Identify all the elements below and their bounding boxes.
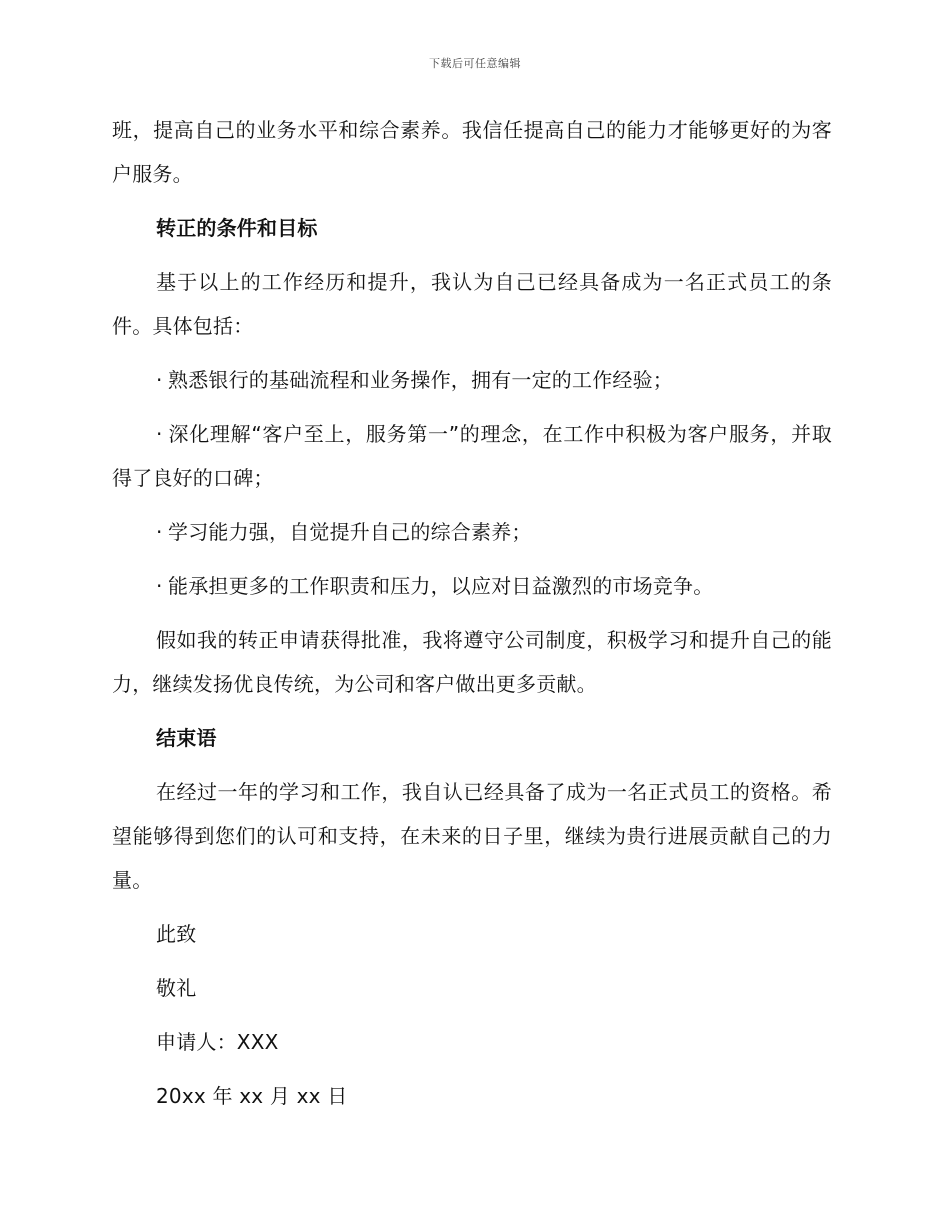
application-date: 20xx 年 xx 月 xx 日: [156, 1084, 348, 1108]
bullet-icon: ·: [156, 368, 163, 392]
bullet-item: [112, 564, 832, 608]
paragraph-conditions-intro: 基于以上的工作经历和提升，我认为自己已经具备成为一名正式员工的条件。具体包括：: [112, 270, 832, 338]
bullet-item: [112, 510, 832, 554]
page-header-note: 下载后可任意编辑: [429, 57, 521, 70]
applicant-signature: 申请人：XXX: [156, 1030, 279, 1054]
paragraph-conclusion: 在经过一年的学习和工作，我自认已经具备了成为一名正式员工的资格。希望能够得到您们的认可和支持，在未来的日子里，继续为贵行进展贡献自己的力量。: [112, 780, 832, 892]
bullet-icon: ·: [156, 422, 163, 446]
section-heading-conditions: 转正的条件和目标: [156, 216, 318, 240]
closing-salutation: 此致: [156, 922, 197, 946]
bullet-item: [112, 412, 832, 500]
paragraph-commitment: 假如我的转正申请获得批准，我将遵守公司制度，积极学习和提升自己的能力，继续发扬优良传统，为公司和客户做出更多贡献。: [112, 628, 832, 696]
bullet-text: 熟悉银行的基础流程和业务操作，拥有一定的工作经验；: [168, 368, 673, 392]
bullet-icon: ·: [156, 520, 163, 544]
bullet-text: 学习能力强，自觉提升自己的综合素养；: [168, 520, 532, 544]
closing-regards: 敬礼: [156, 976, 197, 1000]
bullet-icon: ·: [156, 574, 163, 598]
paragraph-continuation: 班，提高自己的业务水平和综合素养。我信任提高自己的能力才能够更好的为客户服务。: [112, 118, 832, 186]
bullet-text: 深化理解“客户至上，服务第一”的理念，在工作中积极为客户服务，并取得了良好的口碑；: [112, 422, 832, 490]
bullet-item: [112, 358, 832, 402]
bullet-text: 能承担更多的工作职责和压力，以应对日益激烈的市场竞争。: [168, 574, 714, 598]
document-body: [112, 108, 832, 1128]
section-heading-conclusion: 结束语: [156, 726, 217, 750]
